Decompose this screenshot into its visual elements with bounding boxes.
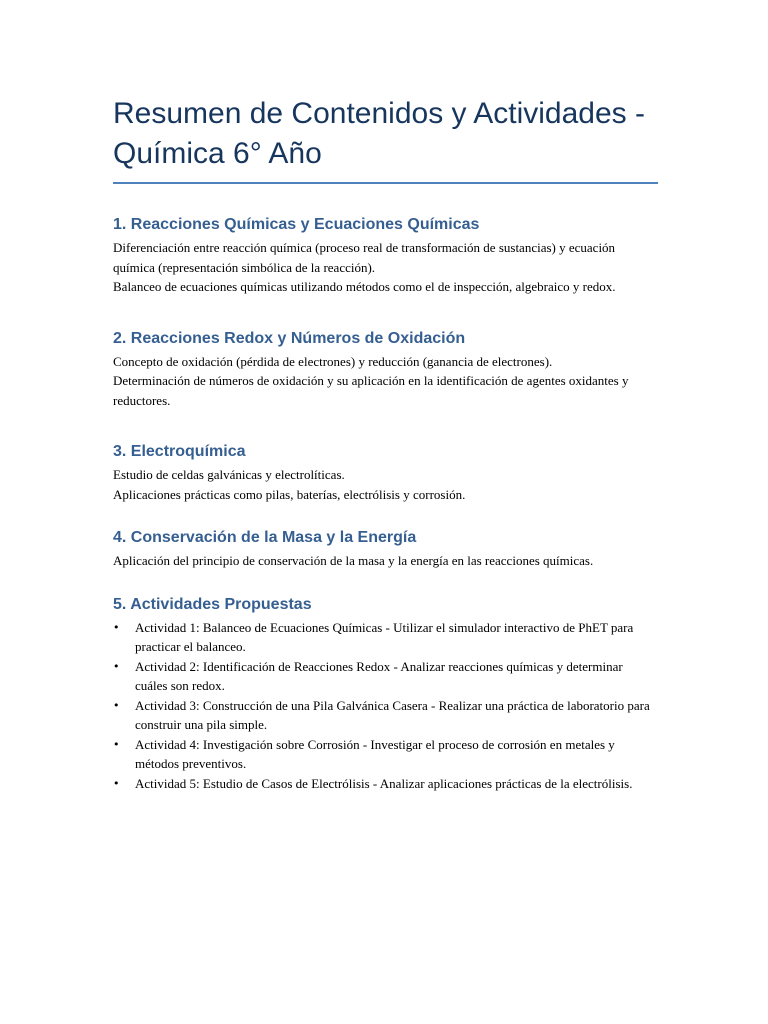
list-item xyxy=(113,774,658,794)
list-item xyxy=(113,657,658,696)
list-item xyxy=(113,696,658,735)
section-heading xyxy=(113,441,658,463)
bullet-icon: • xyxy=(113,659,120,673)
section-reacciones-redox xyxy=(113,328,658,411)
bullet-icon: • xyxy=(113,698,120,712)
list-item-text: Actividad 3: Construcción de una Pila Galvánica Casera - Realizar una práctica de laboratorio para construir una pila simple. xyxy=(135,697,650,732)
section-heading xyxy=(113,594,658,616)
section-reacciones-quimicas xyxy=(113,214,658,297)
section-conservacion-masa-energia xyxy=(113,527,658,571)
section-heading-text: 2. Reacciones Redox y Números de Oxidación xyxy=(113,329,466,347)
activity-list xyxy=(113,618,658,794)
list-item-text: Actividad 5: Estudio de Casos de Electrólisis - Analizar aplicaciones prácticas de la electrólisis. xyxy=(135,775,633,791)
section-paragraph: Determinación de números de oxidación y su aplicación en la identificación de agentes oxidantes y reductores. xyxy=(113,373,629,408)
list-item xyxy=(113,618,658,657)
section-paragraph: Diferenciación entre reacción química (proceso real de transformación de sustancias) y ecuación química (representación simbólica de la reacción). xyxy=(113,240,616,275)
document-title: Resumen de Contenidos y Actividades - Química 6° Año xyxy=(113,94,658,184)
list-item-text: Actividad 4: Investigación sobre Corrosión - Investigar el proceso de corrosión en metales y métodos preventivos. xyxy=(135,736,615,771)
bullet-icon: • xyxy=(113,776,120,790)
section-heading-text: 5. Actividades Propuestas xyxy=(113,595,312,613)
list-item-text: Actividad 1: Balanceo de Ecuaciones Químicas - Utilizar el simulador interactivo de PhET para practicar el balanceo. xyxy=(135,619,634,654)
section-actividades-propuestas xyxy=(113,594,658,794)
section-heading-text: 3. Electroquímica xyxy=(113,443,246,460)
section-paragraph: Aplicación del principio de conservación de la masa y la energía en las reacciones químicas. xyxy=(113,553,594,568)
section-heading-text: 1. Reacciones Químicas y Ecuaciones Químicas xyxy=(113,216,480,233)
section-paragraph: Aplicaciones prácticas como pilas, baterías, electrólisis y corrosión. xyxy=(113,486,466,502)
list-item-text: Actividad 2: Identificación de Reacciones Redox - Analizar reacciones químicas y determinar cuáles son redox. xyxy=(135,658,623,693)
section-heading-text: 4. Conservación de la Masa y la Energía xyxy=(113,529,417,546)
bullet-icon: • xyxy=(113,737,120,751)
section-heading xyxy=(113,214,658,236)
list-item xyxy=(113,735,658,774)
section-heading xyxy=(113,527,658,549)
bullet-icon: • xyxy=(113,620,120,634)
section-heading xyxy=(113,328,658,350)
section-paragraph: Balanceo de ecuaciones químicas utilizando métodos como el de inspección, algebraico y redox. xyxy=(113,279,616,294)
section-paragraph: Concepto de oxidación (pérdida de electrones) y reducción (ganancia de electrones). xyxy=(113,353,553,369)
document-body xyxy=(113,94,658,793)
section-electroquimica xyxy=(113,441,658,504)
section-paragraph: Estudio de celdas galvánicas y electrolíticas. xyxy=(113,467,345,482)
